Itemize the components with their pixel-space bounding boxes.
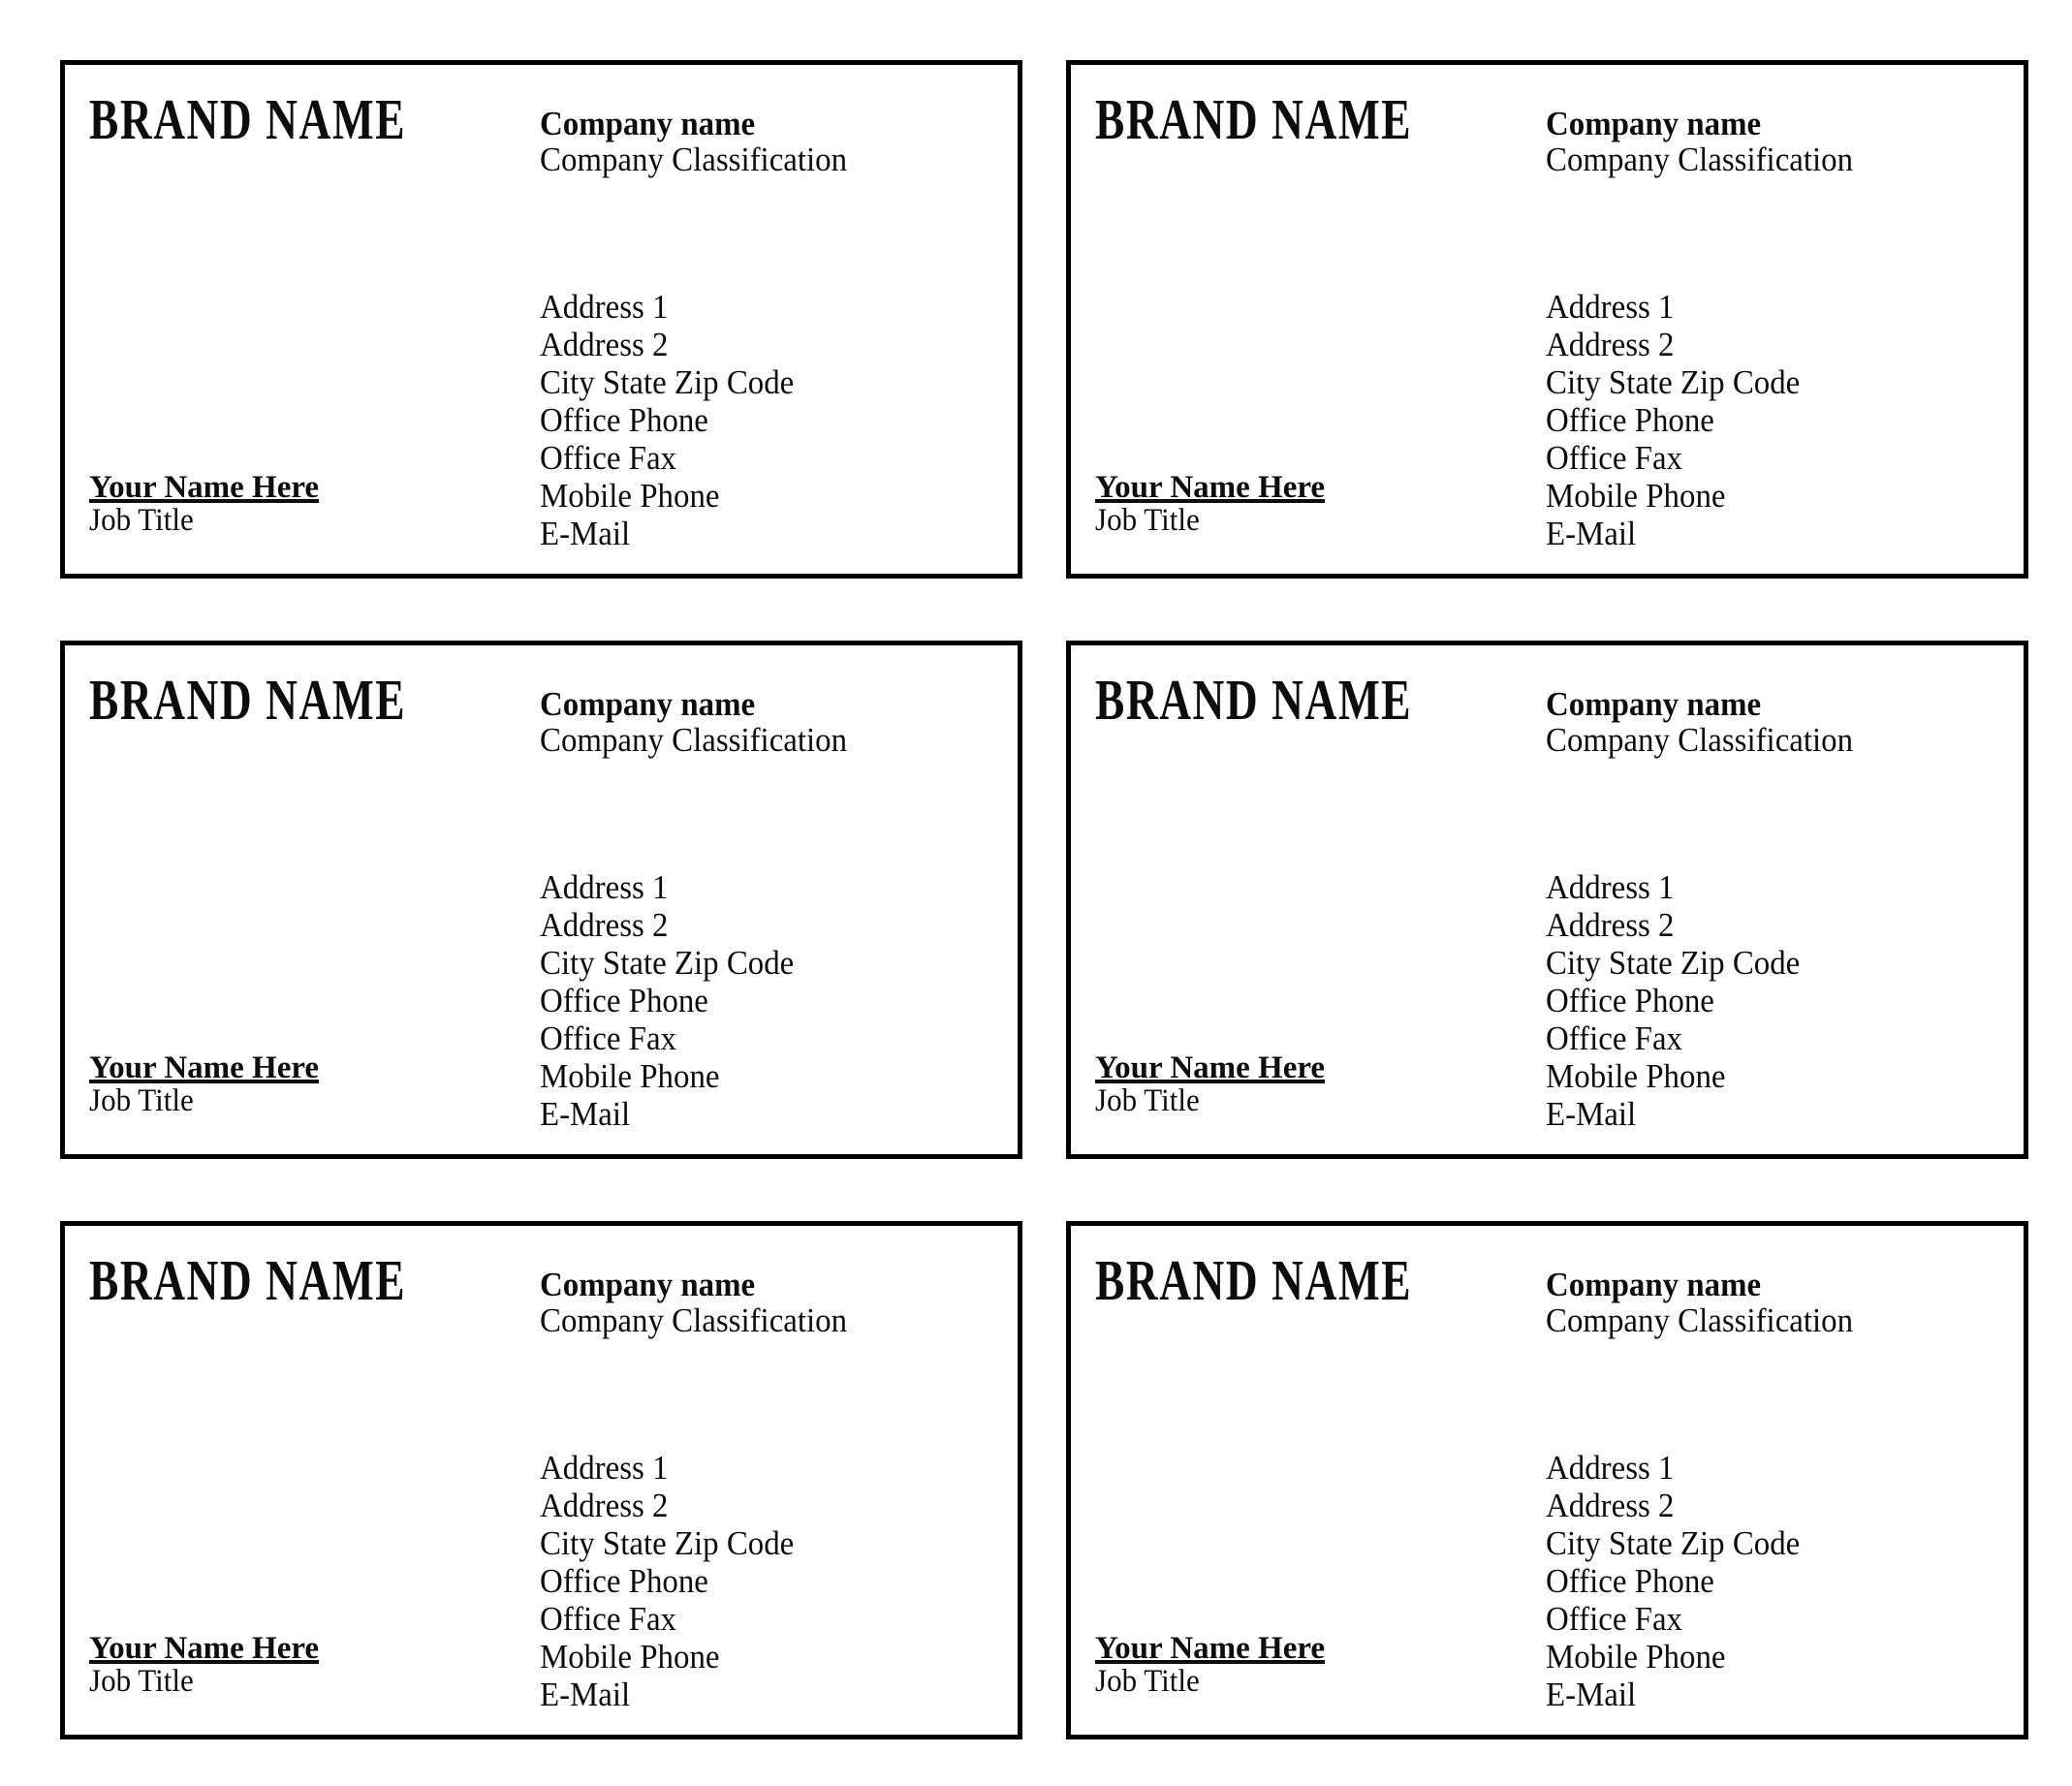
company-name: Company name bbox=[1546, 1266, 1762, 1303]
business-card bbox=[60, 1221, 1022, 1739]
brand-name bbox=[1095, 1247, 1507, 1314]
brand-name bbox=[89, 86, 501, 153]
address-line-1: Address 1 bbox=[540, 288, 669, 326]
job-title: Job Title bbox=[89, 1083, 194, 1118]
brand-name bbox=[89, 667, 501, 734]
office-phone: Office Phone bbox=[540, 1562, 708, 1600]
address-line-1: Address 1 bbox=[540, 868, 669, 906]
office-fax: Office Fax bbox=[540, 1600, 676, 1638]
city-state-zip: City State Zip Code bbox=[1546, 944, 1801, 982]
address-block bbox=[540, 1449, 794, 1713]
mobile-phone: Mobile Phone bbox=[540, 1638, 720, 1676]
mobile-phone: Mobile Phone bbox=[1546, 477, 1726, 515]
person-name: Your Name Here bbox=[1095, 470, 1326, 505]
office-fax: Office Fax bbox=[1546, 1019, 1682, 1057]
office-fax: Office Fax bbox=[540, 1019, 676, 1057]
city-state-zip: City State Zip Code bbox=[540, 944, 795, 982]
company-classification: Company Classification bbox=[1546, 1301, 1854, 1339]
brand-name bbox=[89, 1247, 501, 1314]
mobile-phone: Mobile Phone bbox=[540, 1057, 720, 1095]
address-line-2: Address 2 bbox=[540, 326, 669, 363]
email: E-Mail bbox=[1546, 515, 1637, 552]
address-block bbox=[540, 868, 794, 1133]
email: E-Mail bbox=[1546, 1676, 1637, 1713]
address-line-1: Address 1 bbox=[1546, 1449, 1675, 1487]
business-card bbox=[1066, 641, 2028, 1159]
address-line-2: Address 2 bbox=[1546, 326, 1675, 363]
job-title: Job Title bbox=[1095, 1664, 1200, 1699]
mobile-phone: Mobile Phone bbox=[1546, 1057, 1726, 1095]
office-phone: Office Phone bbox=[1546, 401, 1714, 439]
brand-name-text: BRAND NAME bbox=[1095, 1248, 1413, 1312]
city-state-zip: City State Zip Code bbox=[540, 363, 795, 401]
address-line-1: Address 1 bbox=[1546, 868, 1675, 906]
person-name: Your Name Here bbox=[1095, 1050, 1326, 1085]
company-block bbox=[540, 1267, 847, 1338]
mobile-phone: Mobile Phone bbox=[1546, 1638, 1726, 1676]
company-classification: Company Classification bbox=[540, 141, 848, 178]
company-block bbox=[540, 106, 847, 177]
business-card bbox=[1066, 60, 2028, 579]
business-card bbox=[60, 60, 1022, 579]
business-card bbox=[1066, 1221, 2028, 1739]
person-name: Your Name Here bbox=[89, 1050, 320, 1085]
office-fax: Office Fax bbox=[540, 439, 676, 477]
business-card-sheet bbox=[60, 60, 2028, 1739]
brand-name bbox=[1095, 667, 1507, 734]
mobile-phone: Mobile Phone bbox=[540, 477, 720, 515]
company-classification: Company Classification bbox=[1546, 141, 1854, 178]
email: E-Mail bbox=[540, 1095, 631, 1133]
company-classification: Company Classification bbox=[540, 721, 848, 759]
address-line-2: Address 2 bbox=[540, 906, 669, 944]
office-fax: Office Fax bbox=[1546, 439, 1682, 477]
company-name: Company name bbox=[540, 1266, 756, 1303]
office-phone: Office Phone bbox=[1546, 1562, 1714, 1600]
business-card bbox=[60, 641, 1022, 1159]
brand-name-text: BRAND NAME bbox=[89, 87, 407, 151]
address-line-2: Address 2 bbox=[1546, 1487, 1675, 1524]
address-block bbox=[1546, 1449, 1800, 1713]
job-title: Job Title bbox=[1095, 503, 1200, 538]
company-block bbox=[540, 686, 847, 758]
address-line-1: Address 1 bbox=[1546, 288, 1675, 326]
office-phone: Office Phone bbox=[540, 982, 708, 1019]
company-name: Company name bbox=[540, 685, 756, 723]
address-line-2: Address 2 bbox=[540, 1487, 669, 1524]
address-line-2: Address 2 bbox=[1546, 906, 1675, 944]
address-block bbox=[1546, 868, 1800, 1133]
brand-name-text: BRAND NAME bbox=[1095, 668, 1413, 732]
company-block bbox=[1546, 106, 1853, 177]
address-block bbox=[1546, 288, 1800, 552]
email: E-Mail bbox=[540, 1676, 631, 1713]
address-line-1: Address 1 bbox=[540, 1449, 669, 1487]
company-name: Company name bbox=[1546, 105, 1762, 142]
city-state-zip: City State Zip Code bbox=[540, 1524, 795, 1562]
address-block bbox=[540, 288, 794, 552]
email: E-Mail bbox=[1546, 1095, 1637, 1133]
office-fax: Office Fax bbox=[1546, 1600, 1682, 1638]
person-name: Your Name Here bbox=[89, 470, 320, 505]
company-classification: Company Classification bbox=[1546, 721, 1854, 759]
brand-name bbox=[1095, 86, 1507, 153]
office-phone: Office Phone bbox=[1546, 982, 1714, 1019]
person-name: Your Name Here bbox=[1095, 1631, 1326, 1666]
job-title: Job Title bbox=[89, 1664, 194, 1699]
company-classification: Company Classification bbox=[540, 1301, 848, 1339]
job-title: Job Title bbox=[1095, 1083, 1200, 1118]
office-phone: Office Phone bbox=[540, 401, 708, 439]
company-block bbox=[1546, 686, 1853, 758]
company-name: Company name bbox=[540, 105, 756, 142]
company-name: Company name bbox=[1546, 685, 1762, 723]
company-block bbox=[1546, 1267, 1853, 1338]
email: E-Mail bbox=[540, 515, 631, 552]
city-state-zip: City State Zip Code bbox=[1546, 1524, 1801, 1562]
city-state-zip: City State Zip Code bbox=[1546, 363, 1801, 401]
job-title: Job Title bbox=[89, 503, 194, 538]
brand-name-text: BRAND NAME bbox=[89, 668, 407, 732]
brand-name-text: BRAND NAME bbox=[1095, 87, 1413, 151]
person-name: Your Name Here bbox=[89, 1631, 320, 1666]
brand-name-text: BRAND NAME bbox=[89, 1248, 407, 1312]
